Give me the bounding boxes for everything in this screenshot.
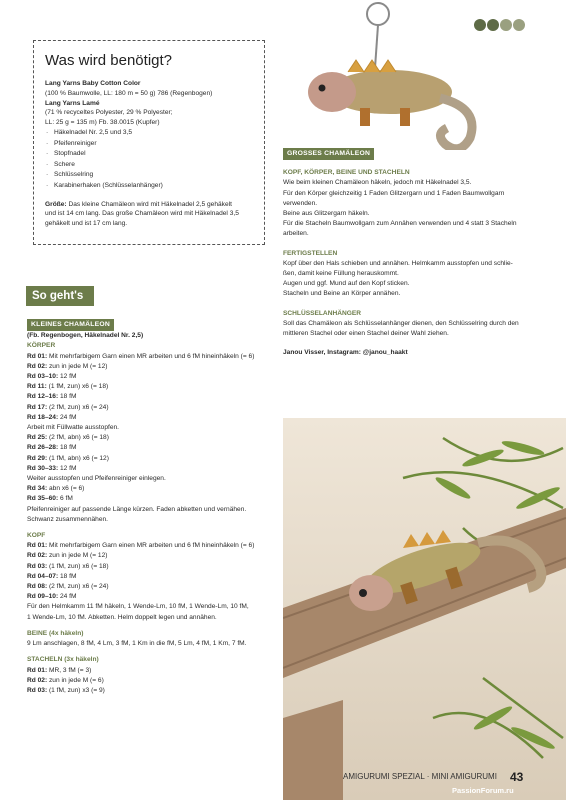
instruction-row: Pfeifenreiniger auf passende Länge kürzen. Faden abketten und vernähen.: [27, 505, 247, 513]
legs-text: 9 Lm anschlagen, 8 fM, 4 Lm, 3 fM, 1 Km in die fM, 5 Lm, 4 fM, 1 Km, 7 fM.: [27, 640, 247, 648]
paragraph-line: arbeiten.: [283, 230, 309, 238]
instruction-row: Rd 09–10: 24 fM: [27, 593, 77, 601]
instruction-row: Rd 35–60: 6 fM: [27, 495, 73, 503]
section-bar-small: KLEINES CHAMÄLEON: [27, 319, 114, 331]
instruction-row: Rd 03: (1 fM, zun) x6 (= 18): [27, 562, 109, 570]
list-item: · Häkelnadel Nr. 2,5 und 3,5: [45, 128, 264, 139]
instruction-row: Rd 03: (1 fM, zun) x3 (= 9): [27, 686, 105, 694]
paragraph-line: Für die Stacheln Baumwollgarn zum Annähen verwenden und 4 statt 3 Stacheln: [283, 220, 517, 228]
small-chameleon-section: [27, 319, 277, 696]
paragraph-line: mittleren Stachel oder einen Stachel deiner Wahl ziehen.: [283, 330, 449, 338]
list-item: · Karabinerhaken (Schlüsselanhänger): [45, 181, 264, 192]
instruction-row: Für den Helmkamm 11 fM häkeln, 1 Wende-Lm, 10 fM, 1 Wende-Lm, 10 fM,: [27, 603, 249, 611]
size-note: gehäkelt und ist 17 cm lang.: [45, 220, 128, 228]
author-credit: Janou Visser, Instagram: @janou_haakt: [283, 349, 408, 357]
instruction-row: Rd 30–33: 12 fM: [27, 464, 77, 472]
paragraph-line: Für den Körper gleichzeitig 1 Faden Glitzergarn und 1 Faden Baumwollgarn: [283, 189, 505, 197]
yarn2-desc: LL: 25 g = 135 m) Fb. 38.0015 (Kupfer): [45, 119, 160, 127]
list-item: · Schere: [45, 160, 264, 171]
paragraph-line: Stacheln und Beine an Körper annähen.: [283, 290, 401, 298]
head-heading: KOPF: [27, 532, 46, 540]
section-bar-large: GROSSES CHAMÄLEON: [283, 148, 374, 160]
instruction-row: Rd 25: (2 fM, abn) x6 (= 18): [27, 434, 109, 442]
instruction-row: Rd 29: (1 fM, abn) x6 (= 12): [27, 454, 109, 462]
size-note: und ist 14 cm lang. Das große Chamäleon wird mit Häkelnadel 3,5: [45, 210, 239, 218]
paragraph-line: Augen und ggf. Mund auf den Kopf sticken.: [283, 280, 410, 288]
instruction-row: Rd 01: Mit mehrfarbigem Garn einen MR arbeiten und 6 fM hineinhäkeln (= 6): [27, 542, 255, 550]
instruction-row: Rd 34: abn x6 (= 6): [27, 485, 85, 493]
paragraph-line: Kopf über den Hals schieben und annähen. Helmkamm ausstopfen und schlie-: [283, 259, 513, 267]
instruction-row: Rd 26–28: 18 fM: [27, 444, 77, 452]
yarn2-desc: (71 % recyceltes Polyester, 29 % Polyester;: [45, 109, 173, 117]
paragraph-line: verwenden.: [283, 199, 318, 207]
instruction-row: 1 Wende-Lm, 10 fM. Abketten. Helm doppelt legen und annähen.: [27, 613, 217, 621]
large-chameleon-section: [283, 148, 555, 358]
instruction-row: Schwanz zusammennähen.: [27, 515, 109, 523]
large-heading-1: KOPF, KÖRPER, BEINE UND STACHELN: [283, 169, 410, 177]
large-heading-3: SCHLÜSSELANHÄNGER: [283, 309, 362, 317]
instruction-row: Arbeit mit Füllwatte ausstopfen.: [27, 424, 119, 432]
chameleon-on-branch-photo: [283, 418, 566, 800]
instruction-row: Rd 17: (2 fM, zun) x6 (= 24): [27, 403, 109, 411]
instruction-row: Rd 02: zun in jede M (= 12): [27, 552, 108, 560]
list-item: · Stopfnadel: [45, 149, 264, 160]
instruction-row: Rd 18–24: 24 fM: [27, 413, 77, 421]
list-item: · Pfeifenreiniger: [45, 139, 264, 150]
paragraph-line: Beine aus Glitzergarn häkeln.: [283, 210, 370, 218]
watermark: PassionForum.ru: [452, 786, 514, 795]
paragraph-line: ßen, damit keine Füllung herauskommt.: [283, 270, 399, 278]
yarn1-name: Lang Yarns Baby Cotton Color: [45, 80, 141, 87]
materials-title: Was wird benötigt?: [45, 52, 173, 69]
keychain-chameleon-photo: [290, 0, 530, 150]
list-item: · Schlüsselring: [45, 170, 264, 181]
instruction-row: Rd 01: Mit mehrfarbigem Garn einen MR arbeiten und 6 fM hineinhäkeln (= 6): [27, 352, 255, 360]
instruction-row: Rd 08: (2 fM, zun) x6 (= 24): [27, 583, 109, 591]
instruction-row: Rd 04–07: 18 fM: [27, 572, 77, 580]
tools-list: [45, 128, 264, 192]
paragraph-line: Wie beim kleinen Chamäleon häkeln, jedoch mit Häkelnadel 3,5.: [283, 179, 472, 187]
small-subtitle: (Fb. Regenbogen, Häkelnadel Nr. 2,5): [27, 332, 144, 340]
magazine-footer: AMIGURUMI SPEZIAL · MINI AMIGURUMI: [343, 772, 497, 781]
materials-box: [33, 40, 265, 245]
paragraph-line: Soll das Chamäleon als Schlüsselanhänger dienen, den Schlüsselring durch den: [283, 319, 519, 327]
body-heading: KÖRPER: [27, 342, 56, 350]
large-heading-2: FERTIGSTELLEN: [283, 249, 338, 257]
page-number: 43: [510, 770, 524, 784]
instructions-title: So geht's: [26, 286, 94, 306]
yarn1-desc: (100 % Baumwolle, LL: 180 m = 50 g) 786 (Regenbogen): [45, 89, 213, 97]
legs-heading: BEINE (4x häkeln): [27, 629, 84, 637]
instruction-row: Rd 11: (1 fM, zun) x6 (= 18): [27, 383, 109, 391]
instruction-row: Rd 02: zun in jede M (= 6): [27, 676, 104, 684]
instruction-row: Weiter ausstopfen und Pfeifenreiniger einlegen.: [27, 475, 166, 483]
instruction-row: Rd 03–10: 12 fM: [27, 373, 77, 381]
size-note: Größe: Das kleine Chamäleon wird mit Häkelnadel 2,5 gehäkelt: [45, 200, 232, 208]
instruction-row: Rd 01: MR, 3 fM (= 3): [27, 666, 92, 674]
instruction-row: Rd 02: zun in jede M (= 12): [27, 362, 108, 370]
yarn2-name: Lang Yarns Lamé: [45, 99, 100, 107]
spikes-heading: STACHELN (3x häkeln): [27, 656, 99, 664]
instruction-row: Rd 12–16: 18 fM: [27, 393, 77, 401]
